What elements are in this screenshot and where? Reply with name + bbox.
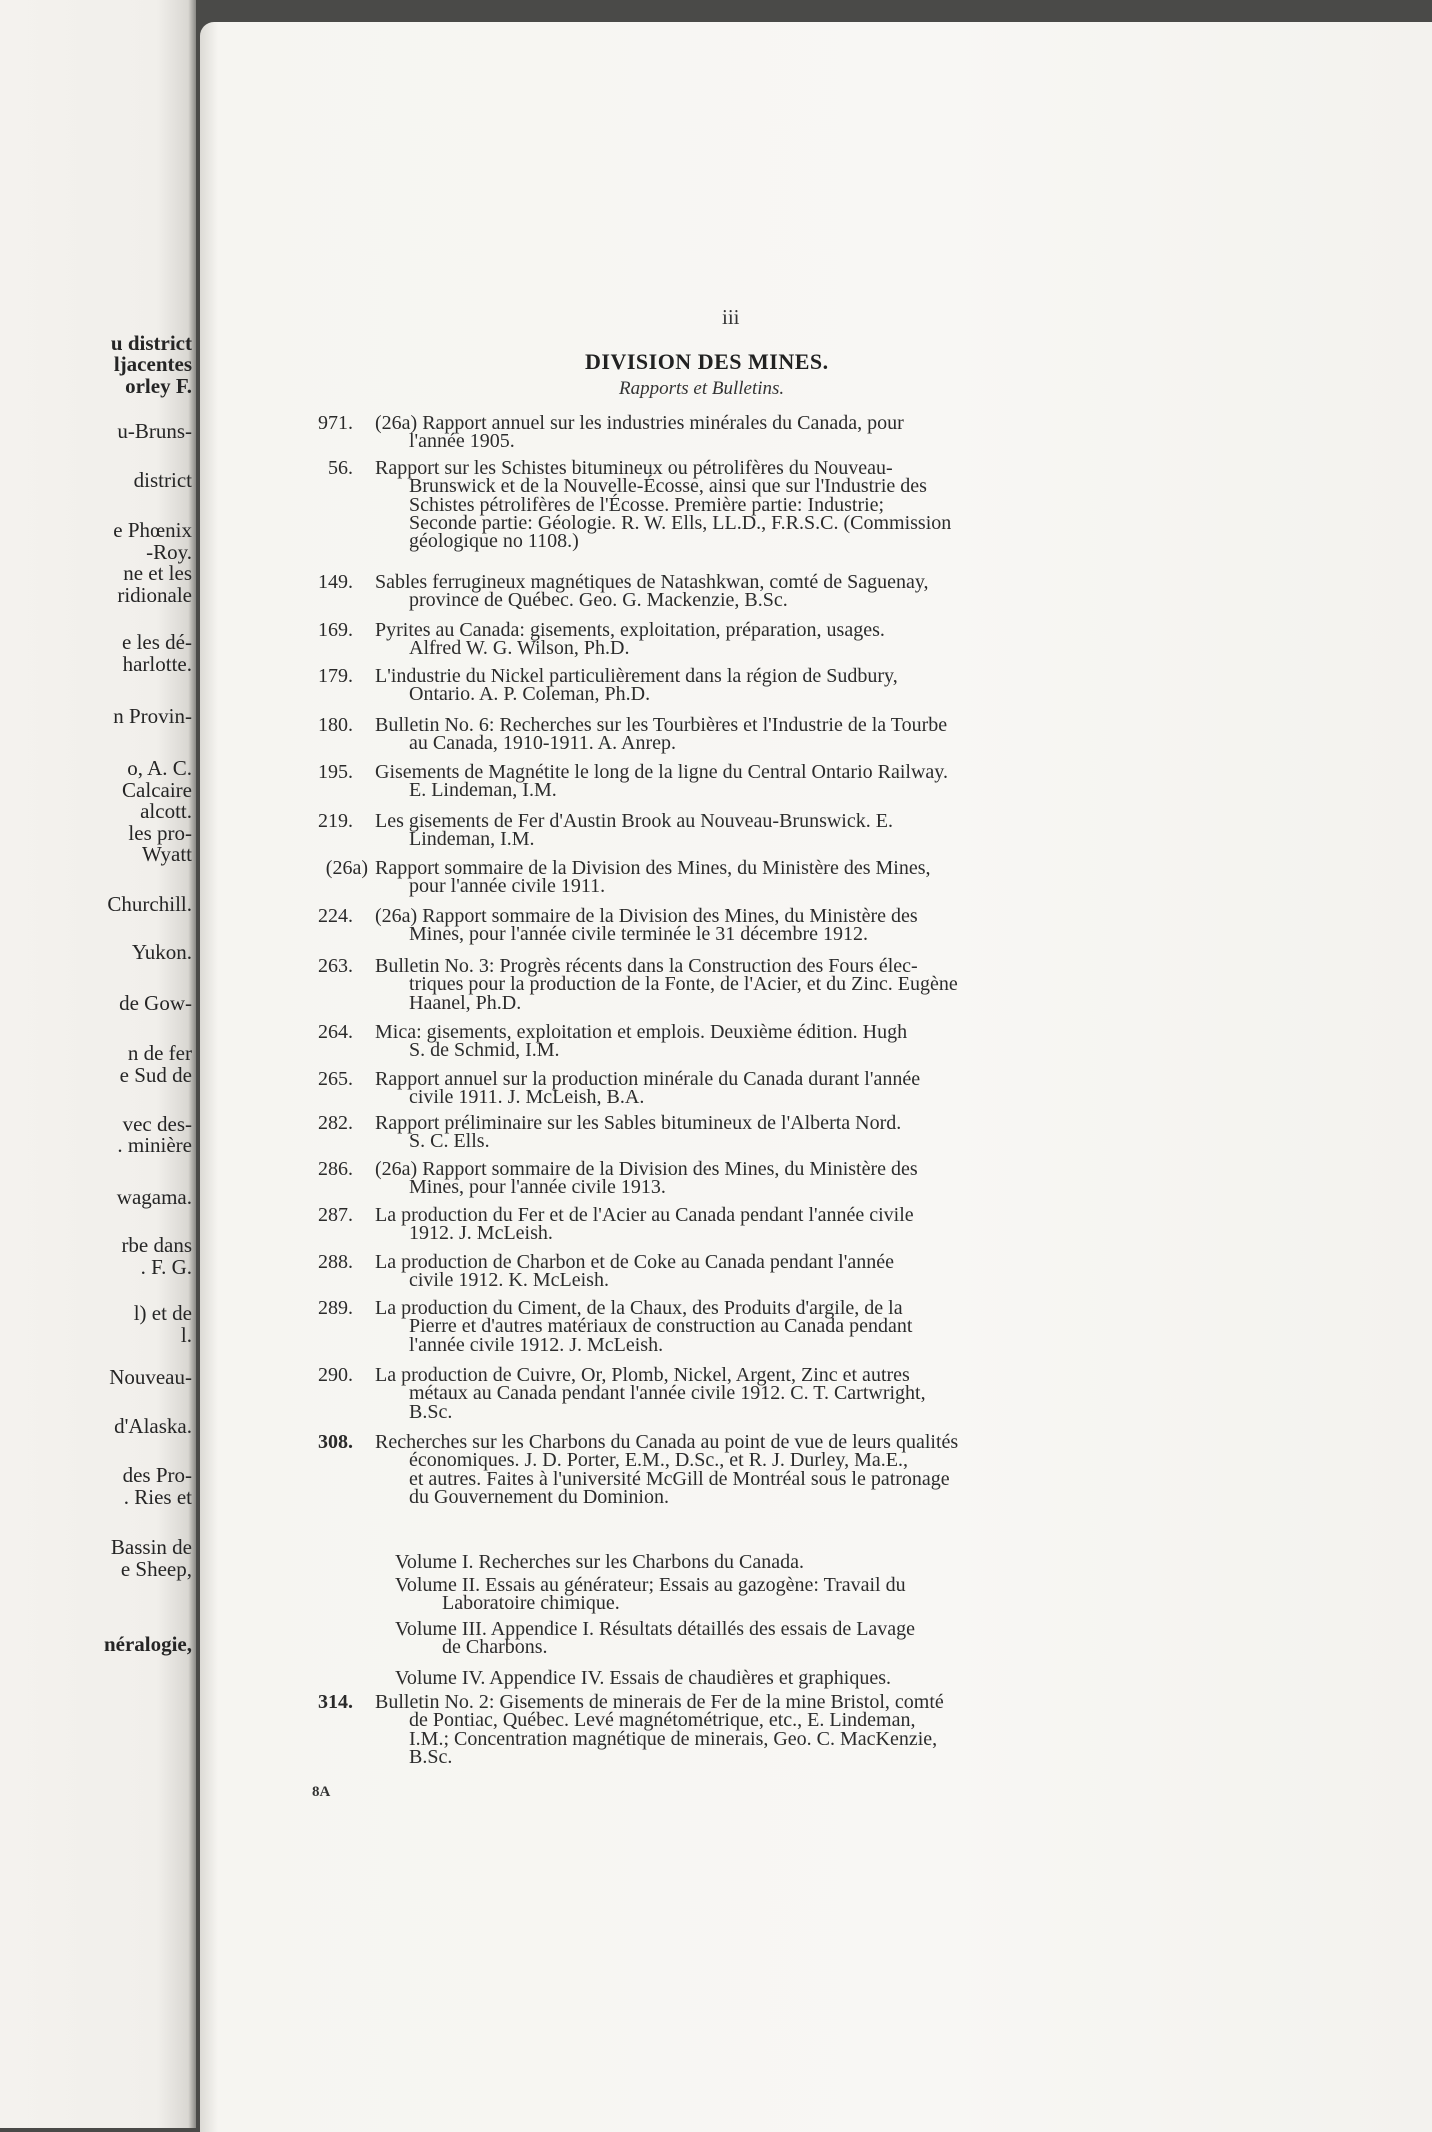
left-page-fragment: u district <box>110 331 192 355</box>
entry-text-line: économiques. J. D. Porter, E.M., D.Sc., et R. J. Durley, Ma.E., <box>409 1449 908 1471</box>
entry-text-line: Seconde partie: Géologie. R. W. Ells, LL.D., F.R.S.C. (Commission <box>409 512 952 534</box>
left-page-fragment: les pro- <box>128 821 192 845</box>
entry-text-line: Rapport annuel sur la production minérale du Canada durant l'année <box>375 1068 921 1090</box>
entry-number: 219. <box>318 810 353 832</box>
entry-number: 308. <box>318 1431 353 1453</box>
entry-text-line: et autres. Faites à l'université McGill de Montréal sous le patronage <box>409 1468 950 1490</box>
entry-text-line: La production du Fer et de l'Acier au Canada pendant l'année civile <box>375 1204 914 1226</box>
entry-number: 282. <box>318 1112 353 1134</box>
entry-number: 56. <box>328 457 353 479</box>
left-page-fragment: Churchill. <box>107 892 192 916</box>
entry-text-line: Pyrites au Canada: gisements, exploitation, préparation, usages. <box>375 619 885 641</box>
entry-text-line: Bulletin No. 2: Gisements de minerais de Fer de la mine Bristol, comté <box>375 1691 944 1713</box>
entry-text-line: S. C. Ells. <box>409 1130 490 1152</box>
entry-text-line: Ontario. A. P. Coleman, Ph.D. <box>409 683 651 705</box>
entry-text-line: 1912. J. McLeish. <box>409 1222 553 1244</box>
entry-text-line: La production du Ciment, de la Chaux, des Produits d'argile, de la <box>375 1297 903 1319</box>
left-page-fragment: e Phœnix <box>113 518 192 542</box>
entry-number: 224. <box>318 905 353 927</box>
left-page-fragment: vec des- <box>122 1112 192 1136</box>
entry-number: 265. <box>318 1068 353 1090</box>
entry-text-line: I.M.; Concentration magnétique de minerais, Geo. C. MacKenzie, <box>409 1728 938 1750</box>
entry-text-line: Bulletin No. 6: Recherches sur les Tourbières et l'Industrie de la Tourbe <box>375 714 948 736</box>
entry-text-line: Bulletin No. 3: Progrès récents dans la Construction des Fours élec- <box>375 955 918 977</box>
left-page-fragment: wagama. <box>116 1185 192 1209</box>
entry-text-line: (26a) Rapport sommaire de la Division des Mines, du Ministère des <box>375 1158 918 1180</box>
left-page-fragment: Bassin de <box>110 1535 192 1559</box>
page-number: iii <box>722 305 740 329</box>
entry-text-line: Pierre et d'autres matériaux de construction au Canada pendant <box>409 1315 913 1337</box>
entry-text-line: de Pontiac, Québec. Levé magnétométrique, etc., E. Lindeman, <box>409 1709 916 1731</box>
entry-text-line: de Charbons. <box>442 1636 548 1658</box>
entry-text-line: Mines, pour l'année civile 1913. <box>409 1176 666 1198</box>
entry-text-line: L'industrie du Nickel particulièrement dans la région de Sudbury, <box>375 665 898 687</box>
entry-text-line: La production de Charbon et de Coke au Canada pendant l'année <box>375 1251 894 1273</box>
entry-text-line: Recherches sur les Charbons du Canada au point de vue de leurs qualités <box>375 1431 959 1453</box>
entry-text-line: B.Sc. <box>409 1746 453 1768</box>
entry-text-line: civile 1912. K. McLeish. <box>409 1269 609 1291</box>
entry-text-line: Volume II. Essais au générateur; Essais au gazogène: Travail du <box>395 1574 906 1596</box>
entry-text-line: l'année civile 1912. J. McLeish. <box>409 1334 664 1356</box>
left-page-edge <box>0 0 196 2128</box>
entry-text-line: province de Québec. Geo. G. Mackenzie, B.Sc. <box>409 589 788 611</box>
entry-text-line: Laboratoire chimique. <box>442 1592 620 1614</box>
left-page-fragment: . Ries et <box>123 1485 192 1509</box>
entry-text-line: au Canada, 1910-1911. A. Anrep. <box>409 732 676 754</box>
entry-number: 169. <box>318 619 353 641</box>
entry-number: 263. <box>318 955 353 977</box>
entry-number: (26a) <box>325 857 368 879</box>
left-page-fragment: Wyatt <box>141 842 192 866</box>
entry-text-line: Rapport sur les Schistes bitumineux ou pétrolifères du Nouveau- <box>375 457 893 479</box>
left-page-fragment: des Pro- <box>122 1463 192 1487</box>
entry-number: 180. <box>318 714 353 736</box>
left-page-fragment: orley F. <box>125 374 192 398</box>
left-page-fragment: o, A. C. <box>127 756 192 780</box>
entry-text-line: géologique no 1108.) <box>409 530 579 552</box>
left-page-fragment: e les dé- <box>122 630 192 654</box>
left-page-fragment: Yukon. <box>131 940 192 964</box>
left-page-fragment: d'Alaska. <box>114 1414 192 1438</box>
entry-text-line: S. de Schmid, I.M. <box>409 1039 560 1061</box>
entry-text-line: Brunswick et de la Nouvelle-Écosse, ainsi que sur l'Industrie des <box>409 475 927 497</box>
entry-text-line: Alfred W. G. Wilson, Ph.D. <box>409 637 630 659</box>
entry-text-line: Schistes pétrolifères de l'Écosse. Première partie: Industrie; <box>409 494 885 516</box>
left-page-fragment: l. <box>180 1323 192 1347</box>
division-title: DIVISION DES MINES. <box>585 349 829 374</box>
entry-number: 290. <box>318 1364 353 1386</box>
left-page-fragment: ljacentes <box>113 352 192 376</box>
left-page-fragment: u-Bruns- <box>117 419 192 443</box>
entry-text-line: civile 1911. J. McLeish, B.A. <box>409 1086 645 1108</box>
entry-text-line: La production de Cuivre, Or, Plomb, Nickel, Argent, Zinc et autres <box>375 1364 910 1386</box>
entry-text-line: Rapport préliminaire sur les Sables bitumineux de l'Alberta Nord. <box>375 1112 902 1134</box>
entry-text-line: Sables ferrugineux magnétiques de Natashkwan, comté de Saguenay, <box>375 571 929 593</box>
left-page-fragment: district <box>133 468 192 492</box>
entry-text-line: Volume III. Appendice I. Résultats détaillés des essais de Lavage <box>395 1618 916 1640</box>
entry-text-line: Les gisements de Fer d'Austin Brook au Nouveau-Brunswick. E. <box>375 810 893 832</box>
left-page-fragment: e Sud de <box>119 1063 192 1087</box>
left-page-fragment: l) et de <box>133 1301 192 1325</box>
entry-text-line: triques pour la production de la Fonte, de l'Acier, et du Zinc. Eugène <box>409 973 958 995</box>
entry-number: 288. <box>318 1251 353 1273</box>
entry-number: 286. <box>318 1158 353 1180</box>
left-page-fragment: n Provin- <box>113 704 192 728</box>
entry-text-line: (26a) Rapport sommaire de la Division des Mines, du Ministère des <box>375 905 918 927</box>
entry-text-line: Volume I. Recherches sur les Charbons du Canada. <box>395 1551 804 1573</box>
left-page-fragment: Calcaire <box>122 778 192 802</box>
left-page-fragment: alcott. <box>140 799 192 823</box>
entry-number: 149. <box>318 571 353 593</box>
left-page-fragment: n de fer <box>127 1041 192 1065</box>
left-page-fragment: ridionale <box>117 583 192 607</box>
entry-text-line: du Gouvernement du Dominion. <box>409 1486 669 1508</box>
entry-text-line: Haanel, Ph.D. <box>409 992 522 1014</box>
entry-number: 195. <box>318 761 353 783</box>
left-page-fragment: -Roy. <box>146 540 192 564</box>
left-page-fragment: harlotte. <box>122 652 192 676</box>
entry-text-line: métaux au Canada pendant l'année civile 1912. C. T. Cartwright, <box>409 1382 926 1404</box>
entry-number: 179. <box>318 665 353 687</box>
left-page-fragment: . minière <box>117 1133 192 1157</box>
left-page-fragment: . F. G. <box>140 1255 192 1279</box>
left-page-fragment: néralogie, <box>103 1632 192 1656</box>
entry-text-line: pour l'année civile 1911. <box>409 875 606 897</box>
entry-text-line: l'année 1905. <box>409 430 515 452</box>
entry-text-line: B.Sc. <box>409 1401 453 1423</box>
entry-text-line: E. Lindeman, I.M. <box>409 779 557 801</box>
section-subtitle: Rapports et Bulletins. <box>619 378 785 399</box>
entry-number: 287. <box>318 1204 353 1226</box>
entry-text-line: Volume IV. Appendice IV. Essais de chaudières et graphiques. <box>395 1667 892 1689</box>
entry-text-line: Mica: gisements, exploitation et emplois. Deuxième édition. Hugh <box>375 1021 908 1043</box>
entry-number: 264. <box>318 1021 353 1043</box>
entry-text-line: (26a) Rapport annuel sur les industries minérales du Canada, pour <box>375 412 904 434</box>
left-page-fragment: ne et les <box>123 561 192 585</box>
left-page-fragment: de Gow- <box>119 991 192 1015</box>
entry-text-line: Mines, pour l'année civile terminée le 31 décembre 1912. <box>409 923 868 945</box>
entry-text-line: Gisements de Magnétite le long de la ligne du Central Ontario Railway. <box>375 761 948 783</box>
signature-mark: 8A <box>312 1784 331 1800</box>
left-page-fragment: Nouveau- <box>109 1365 192 1389</box>
entry-text-line: Rapport sommaire de la Division des Mines, du Ministère des Mines, <box>375 857 931 879</box>
entry-text-line: Lindeman, I.M. <box>409 828 535 850</box>
entry-number: 314. <box>318 1691 353 1713</box>
left-page-fragment: rbe dans <box>121 1233 192 1257</box>
left-page-fragment: e Sheep, <box>120 1557 192 1581</box>
entry-number: 289. <box>318 1297 353 1319</box>
entry-number: 971. <box>318 412 353 434</box>
